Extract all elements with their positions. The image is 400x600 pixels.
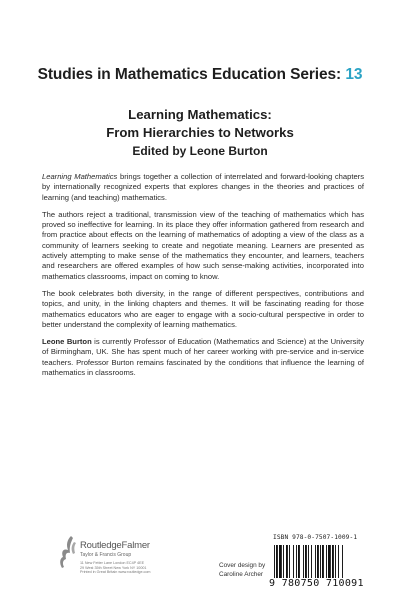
blurb <box>42 172 364 385</box>
cover-credit <box>219 561 265 579</box>
ean-number: 9 780750 710091 <box>269 578 364 589</box>
publisher-name: RoutledgeFalmer <box>80 540 150 551</box>
publisher-address-line: Printed in Great Britain www.routledge.com <box>80 570 151 575</box>
publisher-address-line: 29 West 35th Street New York NY 10001 <box>80 565 147 570</box>
cover-credit-line-1: Cover design by <box>219 562 266 569</box>
editor-line: Edited by Leone Burton <box>132 144 268 158</box>
author-bio-text: is currently Professor of Education (Mathematics and Science) at the University of Birmingham, UK. She has spent much of her career working with pre-service and in-service teachers. Professor Burton remains fascinated by the conditions that influence the learning of mathematics in classrooms. <box>42 337 364 378</box>
blurb-paragraph-1 <box>42 172 364 203</box>
series-heading <box>0 66 400 84</box>
book-title-line-2: From Hierarchies to Networks <box>106 125 294 140</box>
blurb-paragraph-3: The book celebrates both diversity, in the range of different perspectives, contributions and topics, and unity, in the linking chapters and themes. It will be fascinating reading for those mathematics educators who are eager to engage with a socio-cultural perspective in order to better understand the complexity of learning mathematics. <box>42 288 364 329</box>
book-title-line-1: Learning Mathematics: <box>128 107 272 122</box>
publisher-address <box>80 561 151 575</box>
blurb-book-title: Learning Mathematics <box>42 172 118 181</box>
series-label: Studies in Mathematics Education Series: <box>37 66 342 83</box>
blurb-p1-text: brings together a collection of interrelated and forward-looking chapters by internationally recognized experts that explores changes in the theories and practices of learning (and teaching) mathematics. <box>42 172 364 202</box>
blurb-paragraph-2: The authors reject a traditional, transmission view of the teaching of mathematics which has proved so ineffective for learning. In its place they offer information gathered from research and from practice about effects on the learning of mathematics of adopting a view of the class as a community of learners seeking to create and negotiate meaning. Learners are presented as actively attempting to make sense of the mathematics they encounter, and learners, teachers and researchers are offered examples of how such sense-making activities, incorporated into mathematics classrooms, impact on coming to know. <box>42 209 364 281</box>
author-name: Leone Burton <box>42 337 92 347</box>
author-bio <box>42 337 364 378</box>
isbn-text: ISBN 978-0-7507-1009-1 <box>273 534 358 541</box>
series-number: 13 <box>345 66 363 83</box>
publisher-imprint <box>58 534 198 584</box>
publisher-address-line: 11 New Fetter Lane London EC4P 4EE <box>80 561 145 565</box>
book-title-block <box>0 106 400 160</box>
publisher-group: Taylor & Francis Group <box>80 552 132 558</box>
routledgefalmer-logo-icon <box>58 534 78 574</box>
cover-credit-line-2: Caroline Archer <box>219 571 264 578</box>
